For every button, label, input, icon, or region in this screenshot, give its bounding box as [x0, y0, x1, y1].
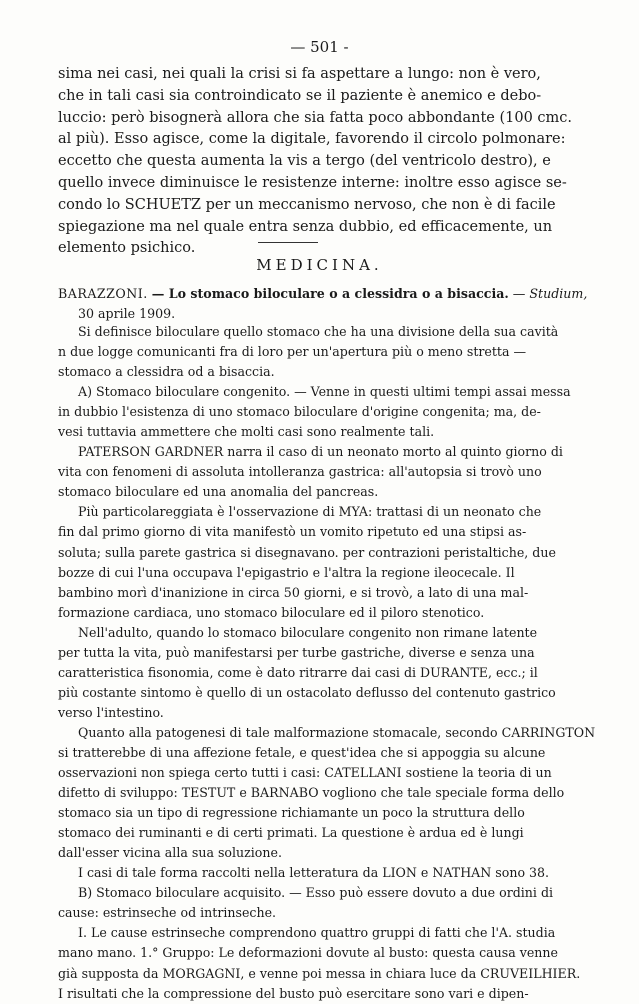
- text-line: I risultati che la compressione del busto può esercitare sono vari e dipen-: [58, 985, 529, 1001]
- text-line: fin dal primo giorno di vita manifestò un vomito ripetuto ed una stipsi as-: [58, 524, 527, 540]
- text-line: Nell'adulto, quando lo stomaco biloculare congenito non rimane latente: [78, 624, 538, 640]
- section-divider: [258, 242, 318, 243]
- text-line: in dubbio l'esistenza di uno stomaco biloculare d'origine congenita; ma, de-: [58, 404, 541, 420]
- text-line: stomaco dei ruminanti e di certi primati. La questione è ardua ed è lungi: [58, 825, 524, 841]
- continued-paragraph: [58, 64, 572, 260]
- text-line: si tratterebbe di una affezione fetale, e quest'idea che si appoggia su alcune: [58, 744, 546, 760]
- text-line: al più). Esso agisce, come la digitale, favorendo il circolo polmonare:: [58, 131, 566, 148]
- text-line: bambino morì d'inanizione in circa 50 giorni, e si trovò, a lato di una mal-: [58, 584, 529, 600]
- text-line: vesi tuttavia ammettere che molti casi sono realmente tali.: [58, 424, 435, 440]
- text-line: I casi di tale forma raccolti nella letteratura da LION e NATHAN sono 38.: [78, 865, 550, 881]
- text-line: verso l'intestino.: [58, 704, 164, 720]
- text-line: stomaco biloculare ed una anomalia del pancreas.: [58, 484, 379, 500]
- text-line: A) Stomaco biloculare congenito. — Venne in questi ultimi tempi assai messa: [78, 384, 571, 400]
- text-line: difetto di sviluppo: TESTUT e BARNABO vogliono che tale speciale forma dello: [58, 785, 565, 801]
- text-line: caratteristica fisonomia, come è dato ritrarre dai casi di DURANTE, ecc.; il: [58, 664, 538, 680]
- text-line: vita con fenomeni di assoluta intolleranza gastrica: all'autopsia si trovò uno: [58, 464, 542, 480]
- text-line: già supposta da MORGAGNI, e venne poi messa in chiara luce da CRUVEILHIER.: [58, 965, 581, 981]
- text-line: n due logge comunicanti fra di loro per un'apertura più o meno stretta —: [58, 344, 527, 360]
- text-line: Più particolareggiata è l'osservazione di MYA: trattasi di un neonato che: [78, 504, 542, 520]
- text-line: stomaco sia un tipo di regressione richiamante un poco la struttura dello: [58, 805, 525, 821]
- text-line: che in tali casi sia controindicato se il paziente è anemico e debo-: [58, 87, 542, 104]
- text-line: I. Le cause estrinseche comprendono quattro gruppi di fatti che l'A. studia: [78, 925, 556, 941]
- text-line: bozze di cui l'una occupava l'epigastrio e l'altra la regione ileocecale. Il: [58, 564, 515, 580]
- text-line: mano mano. 1.° Gruppo: Le deformazioni dovute al busto: questa causa venne: [58, 945, 558, 961]
- text-line: Si definisce biloculare quello stomaco che ha una divisione della sua cavità: [78, 324, 559, 339]
- page-number: — 501 -: [290, 38, 349, 56]
- text-line: stomaco a clessidra od a bisaccia.: [58, 364, 275, 380]
- citation-date: 30 aprile 1909.: [78, 306, 176, 322]
- text-line: condo lo SCHUETZ per un meccanismo nervoso, che non è di facile: [58, 196, 556, 213]
- text-line: dall'esser vicina alla sua soluzione.: [58, 845, 282, 861]
- article-body: [58, 322, 596, 1004]
- section-heading: MEDICINA.: [256, 256, 383, 274]
- citation-author: BARAZZONI.: [58, 286, 148, 301]
- text-line: soluta; sulla parete gastrica si disegnavano. per contrazioni peristaltiche, due: [58, 544, 556, 560]
- text-line: quello invece diminuisce le resistenze interne: inoltre esso agisce se-: [58, 174, 567, 191]
- citation-journal: — Studium,: [512, 286, 588, 301]
- text-line: eccetto che questa aumenta la vis a tergo (del ventricolo destro), e: [58, 153, 551, 170]
- text-line: osservazioni non spiega certo tutti i casi: CATELLANI sostiene la teoria di un: [58, 765, 552, 781]
- text-line: cause: estrinseche od intrinseche.: [58, 905, 277, 921]
- text-line: formazione cardiaca, uno stomaco biloculare ed il piloro stenotico.: [58, 604, 485, 620]
- text-line: luccio: però bisognerà allora che sia fatta poco abbondante (100 cmc.: [58, 109, 572, 126]
- text-line: Quanto alla patogenesi di tale malformazione stomacale, secondo CARRINGTON: [78, 724, 596, 740]
- text-line: spiegazione ma nel quale entra senza dubbio, ed efficacemente, un: [58, 218, 553, 235]
- citation-title: — Lo stomaco biloculare o a clessidra o a bisaccia.: [151, 286, 509, 301]
- text-line: elemento psichico.: [58, 240, 196, 257]
- text-line: PATERSON GARDNER narra il caso di un neonato morto al quinto giorno di: [78, 444, 563, 460]
- text-line: per tutta la vita, può manifestarsi per turbe gastriche, diverse e senza una: [58, 644, 535, 660]
- text-line: sima nei casi, nei quali la crisi si fa aspettare a lungo: non è vero,: [58, 66, 541, 82]
- text-line: più costante sintomo è quello di un ostacolato deflusso del contenuto gastrico: [58, 684, 556, 700]
- article-citation: [58, 284, 588, 324]
- text-line: B) Stomaco biloculare acquisito. — Esso può essere dovuto a due ordini di: [78, 885, 554, 901]
